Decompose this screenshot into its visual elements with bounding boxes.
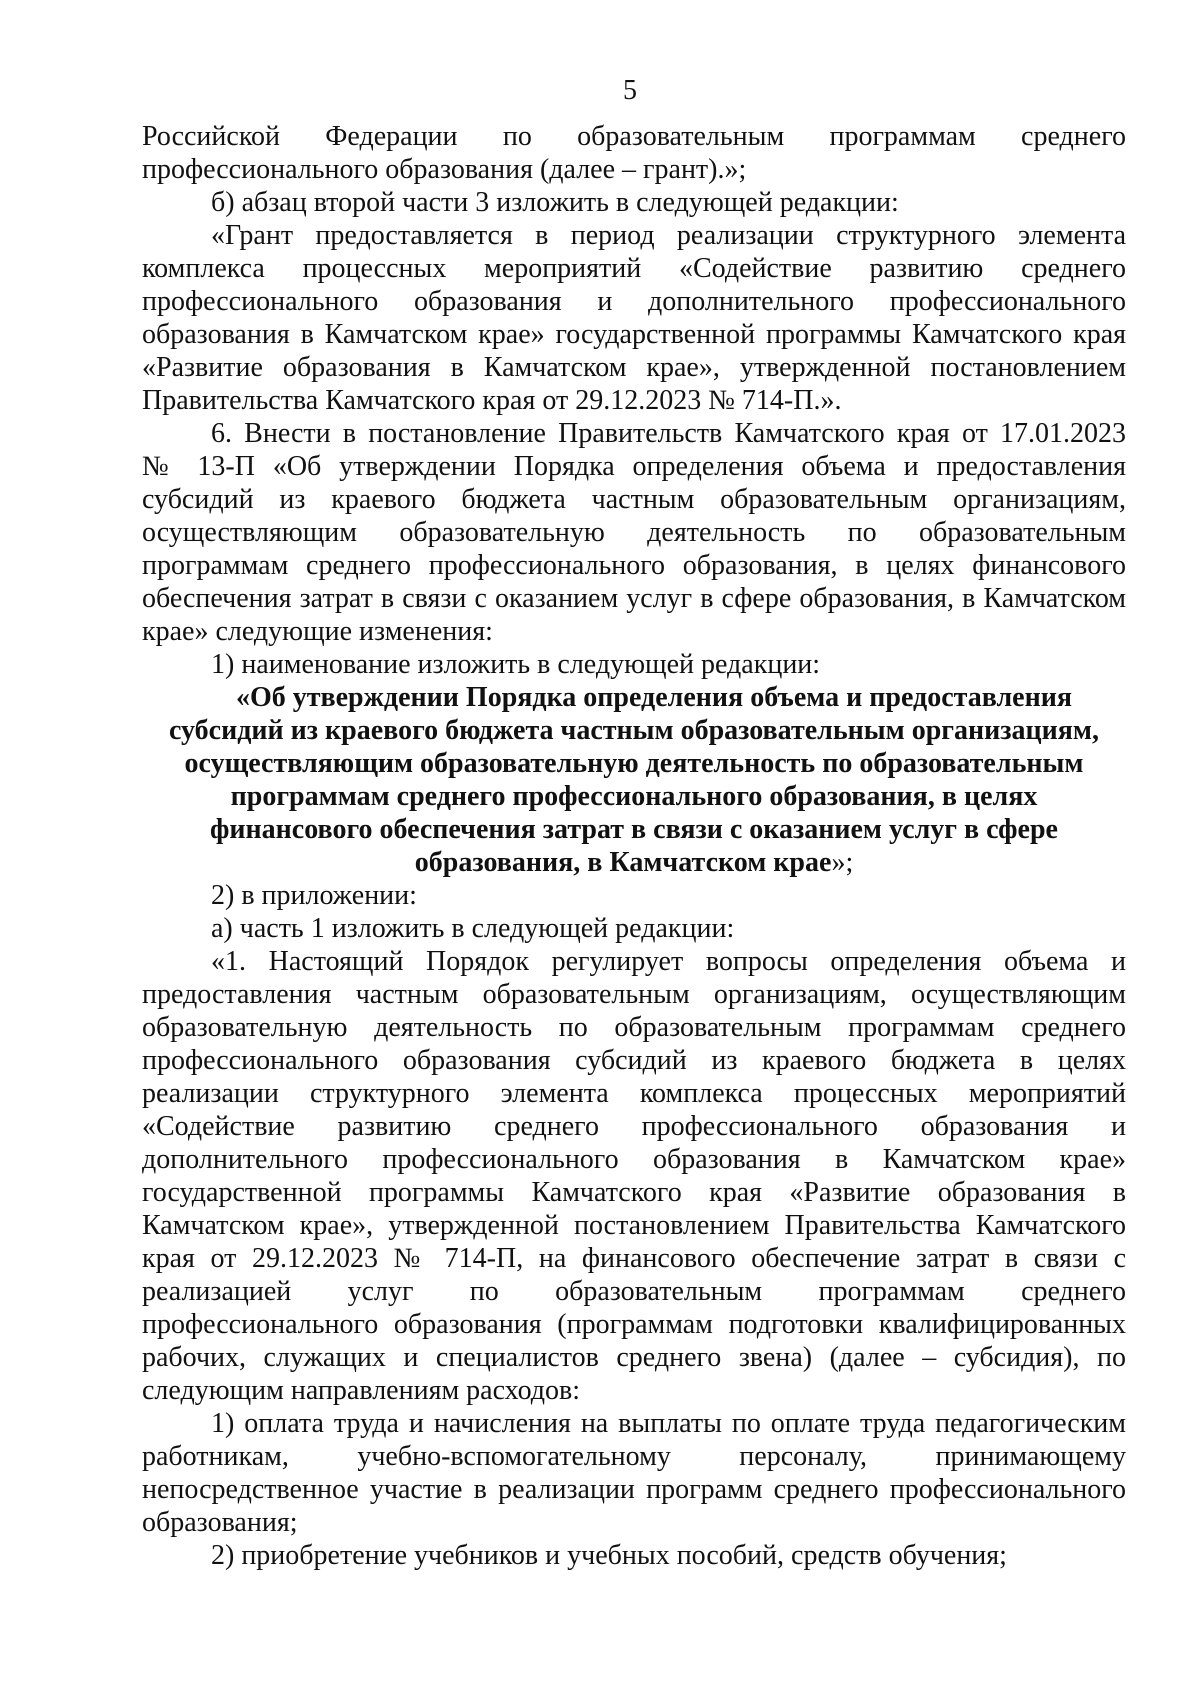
text-line: осуществляющим образовательную деятельность по образовательным bbox=[142, 517, 1126, 548]
bold-title-line: финансового обеспечения затрат в связи с оказанием услуг в сфере bbox=[210, 814, 1058, 845]
text-line: 2) в приложении: bbox=[211, 880, 417, 911]
text-line: края от 29.12.2023 № 714-П, на финансового обеспечение затрат в связи с bbox=[142, 1243, 1126, 1274]
bold-title-last-line bbox=[142, 846, 1126, 879]
text-line: государственной программы Камчатского края «Развитие образования в bbox=[142, 1177, 1126, 1208]
bold-title-text: образования, в Камчатском крае bbox=[414, 847, 832, 878]
text-line: № 13-П «Об утверждении Порядка определения объема и предоставления bbox=[142, 451, 1126, 482]
text-line: реализацией услуг по образовательным программам среднего bbox=[142, 1276, 1126, 1307]
text-line: 1) наименование изложить в следующей редакции: bbox=[211, 649, 821, 680]
text-line: следующим направлениям расходов: bbox=[142, 1375, 581, 1406]
text-line: дополнительного профессионального образования в Камчатском крае» bbox=[142, 1144, 1126, 1175]
text-line: комплекса процессных мероприятий «Содействие развитию среднего bbox=[142, 253, 1126, 284]
text-line: образования в Камчатском крае» государственной программы Камчатского края bbox=[142, 319, 1126, 350]
text-line: 1) оплата труда и начисления на выплаты по оплате труда педагогическим bbox=[211, 1408, 1126, 1439]
text-line: Камчатском крае», утвержденной постановлением Правительства Камчатского bbox=[142, 1210, 1126, 1241]
text-line: профессионального образования (далее – грант).»; bbox=[142, 154, 747, 185]
text-line: «Грант предоставляется в период реализации структурного элемента bbox=[211, 220, 1126, 251]
text-line: непосредственное участие в реализации программ среднего профессионального bbox=[142, 1474, 1126, 1505]
text-line: б) абзац второй части 3 изложить в следующей редакции: bbox=[211, 187, 899, 218]
bold-title-line: субсидий из краевого бюджета частным образовательным организациям, bbox=[168, 715, 1099, 746]
text-line: обеспечения затрат в связи с оказанием услуг в сфере образования, в Камчатском bbox=[142, 583, 1126, 614]
text-line: субсидий из краевого бюджета частным образовательным организациям, bbox=[142, 484, 1126, 515]
bold-title-line: осуществляющим образовательную деятельность по образовательным bbox=[184, 748, 1084, 779]
text-line: Правительства Камчатского края от 29.12.2023 № 714-П.». bbox=[142, 385, 842, 416]
text-line: «Содействие развитию среднего профессионального образования и bbox=[142, 1111, 1126, 1142]
text-line: рабочих, служащих и специалистов среднего звена) (далее – субсидия), по bbox=[142, 1342, 1126, 1373]
text-line: «Развитие образования в Камчатском крае», утвержденной постановлением bbox=[142, 352, 1126, 383]
text-line: Российской Федерации по образовательным программам среднего bbox=[142, 121, 1126, 152]
text-line: «1. Настоящий Порядок регулирует вопросы определения объема и bbox=[211, 946, 1126, 977]
text-line: предоставления частным образовательным организациям, осуществляющим bbox=[142, 979, 1126, 1010]
title-closing-quote: »; bbox=[831, 847, 854, 878]
text-line: 6. Внести в постановление Правительств Камчатского края от 17.01.2023 bbox=[211, 418, 1126, 449]
text-line: реализации структурного элемента комплекса процессных мероприятий bbox=[142, 1078, 1126, 1109]
text-line: программам среднего профессионального образования, в целях финансового bbox=[142, 550, 1126, 581]
page-number: 5 bbox=[623, 75, 637, 106]
text-line: образовательную деятельность по образовательным программам среднего bbox=[142, 1012, 1126, 1043]
text-line: 2) приобретение учебников и учебных пособий, средств обучения; bbox=[211, 1540, 1007, 1571]
text-line: профессионального образования и дополнительного профессионального bbox=[142, 286, 1126, 317]
text-line: профессионального образования субсидий из краевого бюджета в целях bbox=[142, 1045, 1126, 1076]
text-line: работникам, учебно-вспомогательному персоналу, принимающему bbox=[142, 1441, 1126, 1472]
document-body bbox=[142, 120, 1126, 1572]
text-line: образования; bbox=[142, 1507, 298, 1538]
bold-title-line: «Об утверждении Порядка определения объема и предоставления bbox=[235, 682, 1073, 713]
bold-title-line: программам среднего профессионального образования, в целях bbox=[230, 781, 1038, 812]
text-line: а) часть 1 изложить в следующей редакции: bbox=[211, 913, 735, 944]
text-line: профессионального образования (программам подготовки квалифицированных bbox=[142, 1309, 1126, 1340]
text-line: крае» следующие изменения: bbox=[142, 616, 493, 647]
